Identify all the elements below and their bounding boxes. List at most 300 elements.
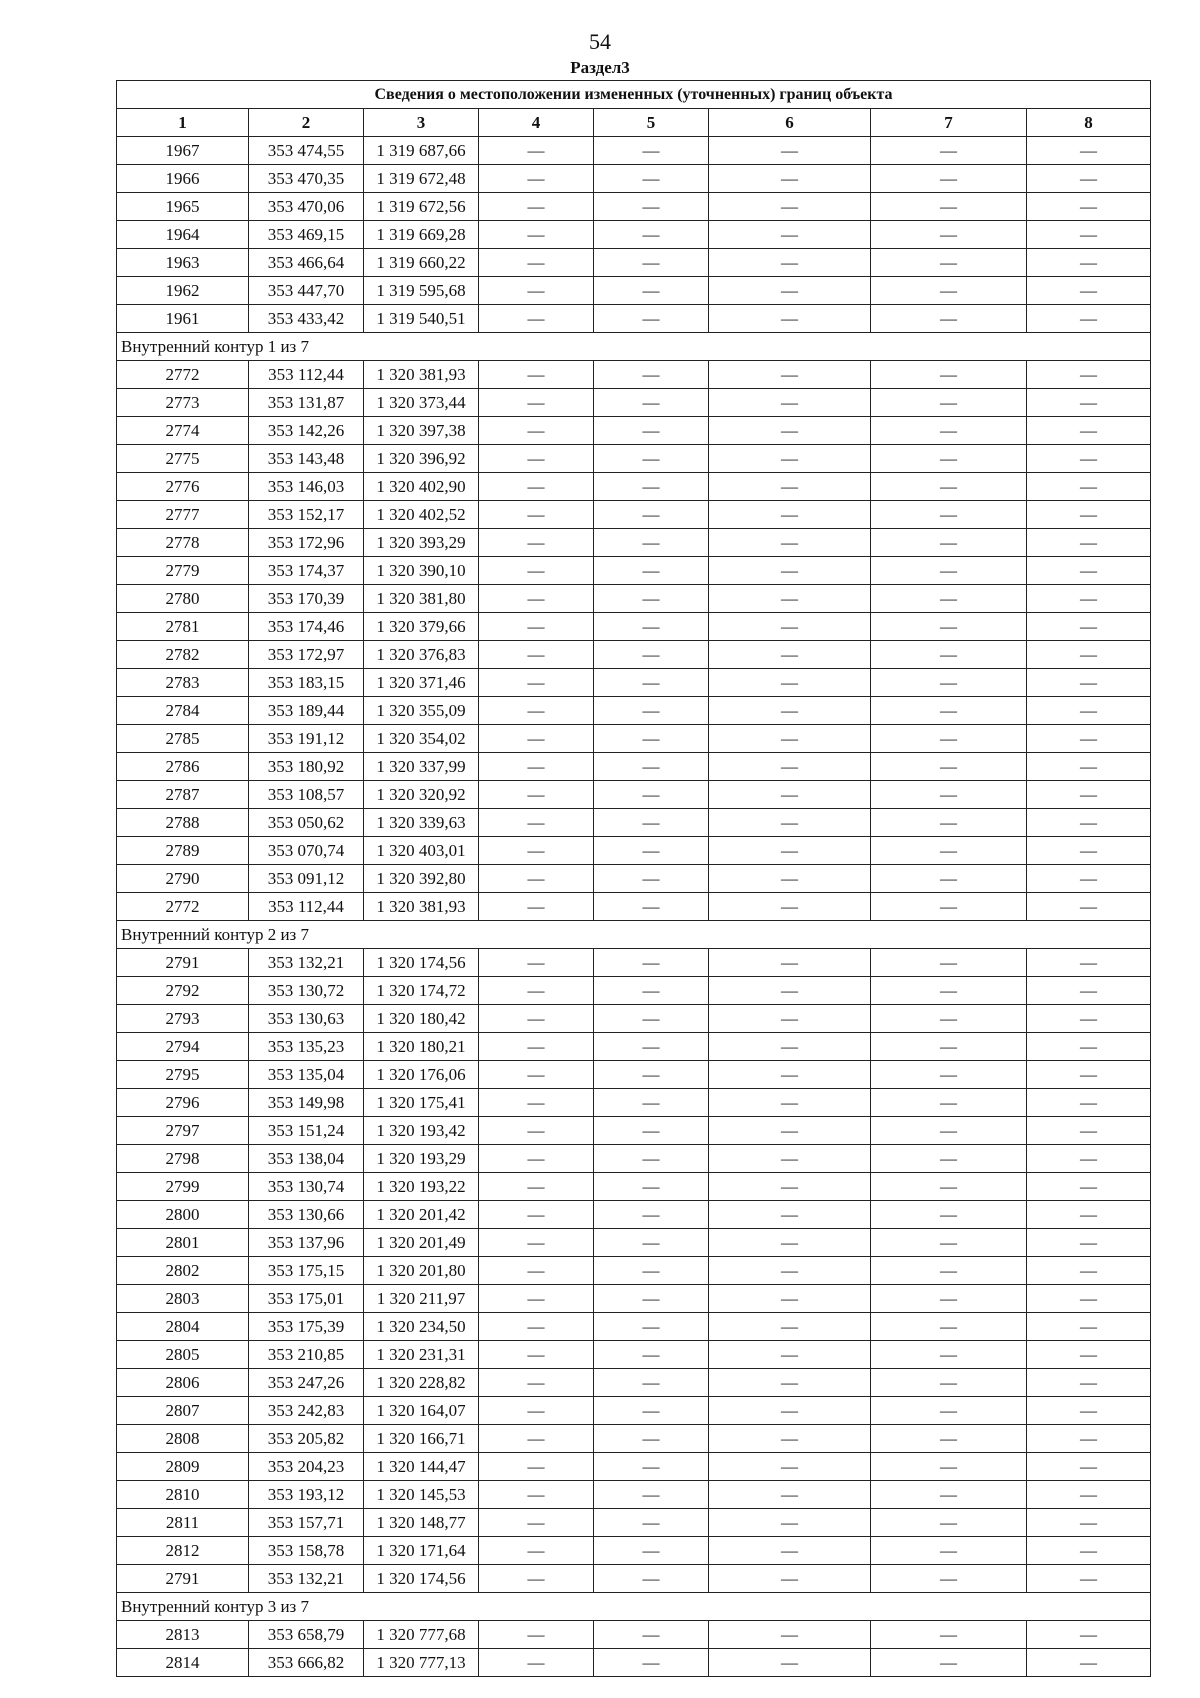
table-row [117, 389, 1151, 417]
x-coordinate: 353 180,92 [249, 753, 364, 781]
point-number: 2779 [117, 557, 249, 585]
empty-value-dash: — [594, 1453, 709, 1481]
x-coordinate: 353 135,04 [249, 1061, 364, 1089]
empty-value-dash: — [709, 529, 871, 557]
point-number: 2781 [117, 613, 249, 641]
x-coordinate: 353 433,42 [249, 305, 364, 333]
x-coordinate: 353 132,21 [249, 1565, 364, 1593]
empty-value-dash: — [709, 753, 871, 781]
empty-value-dash: — [594, 1341, 709, 1369]
empty-value-dash: — [594, 1397, 709, 1425]
empty-value-dash: — [594, 277, 709, 305]
empty-value-dash: — [709, 949, 871, 977]
y-coordinate: 1 320 193,42 [364, 1117, 479, 1145]
y-coordinate: 1 320 174,56 [364, 949, 479, 977]
x-coordinate: 353 466,64 [249, 249, 364, 277]
x-coordinate: 353 070,74 [249, 837, 364, 865]
y-coordinate: 1 320 376,83 [364, 641, 479, 669]
y-coordinate: 1 320 176,06 [364, 1061, 479, 1089]
point-number: 1963 [117, 249, 249, 277]
empty-value-dash: — [709, 781, 871, 809]
empty-value-dash: — [594, 613, 709, 641]
empty-value-dash: — [871, 501, 1027, 529]
empty-value-dash: — [709, 1425, 871, 1453]
empty-value-dash: — [1027, 1089, 1151, 1117]
empty-value-dash: — [871, 361, 1027, 389]
empty-value-dash: — [479, 1061, 594, 1089]
empty-value-dash: — [1027, 1257, 1151, 1285]
empty-value-dash: — [479, 529, 594, 557]
y-coordinate: 1 320 337,99 [364, 753, 479, 781]
empty-value-dash: — [871, 1341, 1027, 1369]
empty-value-dash: — [709, 1005, 871, 1033]
empty-value-dash: — [1027, 1145, 1151, 1173]
x-coordinate: 353 172,96 [249, 529, 364, 557]
x-coordinate: 353 174,46 [249, 613, 364, 641]
empty-value-dash: — [709, 361, 871, 389]
empty-value-dash: — [479, 1341, 594, 1369]
empty-value-dash: — [871, 753, 1027, 781]
empty-value-dash: — [709, 473, 871, 501]
empty-value-dash: — [1027, 669, 1151, 697]
point-number: 2798 [117, 1145, 249, 1173]
empty-value-dash: — [709, 445, 871, 473]
x-coordinate: 353 170,39 [249, 585, 364, 613]
empty-value-dash: — [594, 1425, 709, 1453]
empty-value-dash: — [594, 389, 709, 417]
x-coordinate: 353 112,44 [249, 893, 364, 921]
empty-value-dash: — [479, 1145, 594, 1173]
empty-value-dash: — [1027, 1061, 1151, 1089]
point-number: 2792 [117, 977, 249, 1005]
table-row [117, 753, 1151, 781]
table-row [117, 641, 1151, 669]
table-row [117, 1117, 1151, 1145]
empty-value-dash: — [479, 781, 594, 809]
empty-value-dash: — [594, 1005, 709, 1033]
point-number: 2801 [117, 1229, 249, 1257]
empty-value-dash: — [1027, 249, 1151, 277]
empty-value-dash: — [709, 1369, 871, 1397]
empty-value-dash: — [1027, 557, 1151, 585]
table-row [117, 865, 1151, 893]
x-coordinate: 353 151,24 [249, 1117, 364, 1145]
empty-value-dash: — [479, 501, 594, 529]
x-coordinate: 353 204,23 [249, 1453, 364, 1481]
x-coordinate: 353 143,48 [249, 445, 364, 473]
empty-value-dash: — [479, 977, 594, 1005]
y-coordinate: 1 320 393,29 [364, 529, 479, 557]
empty-value-dash: — [871, 445, 1027, 473]
empty-value-dash: — [709, 977, 871, 1005]
empty-value-dash: — [709, 1033, 871, 1061]
empty-value-dash: — [871, 781, 1027, 809]
empty-value-dash: — [1027, 1621, 1151, 1649]
boundary-coordinates-table [116, 80, 1151, 1677]
empty-value-dash: — [709, 305, 871, 333]
empty-value-dash: — [709, 585, 871, 613]
empty-value-dash: — [1027, 221, 1151, 249]
point-number: 1965 [117, 193, 249, 221]
empty-value-dash: — [871, 193, 1027, 221]
y-coordinate: 1 320 402,90 [364, 473, 479, 501]
empty-value-dash: — [871, 1117, 1027, 1145]
empty-value-dash: — [594, 1033, 709, 1061]
x-coordinate: 353 183,15 [249, 669, 364, 697]
empty-value-dash: — [1027, 1537, 1151, 1565]
y-coordinate: 1 320 777,68 [364, 1621, 479, 1649]
empty-value-dash: — [871, 1621, 1027, 1649]
table-row [117, 1481, 1151, 1509]
empty-value-dash: — [479, 753, 594, 781]
empty-value-dash: — [871, 1313, 1027, 1341]
x-coordinate: 353 658,79 [249, 1621, 364, 1649]
point-number: 2803 [117, 1285, 249, 1313]
empty-value-dash: — [594, 669, 709, 697]
empty-value-dash: — [479, 277, 594, 305]
x-coordinate: 353 132,21 [249, 949, 364, 977]
empty-value-dash: — [1027, 865, 1151, 893]
point-number: 2786 [117, 753, 249, 781]
empty-value-dash: — [479, 1369, 594, 1397]
y-coordinate: 1 320 777,13 [364, 1649, 479, 1677]
empty-value-dash: — [594, 837, 709, 865]
empty-value-dash: — [594, 865, 709, 893]
column-number-row [117, 109, 1151, 137]
point-number: 2774 [117, 417, 249, 445]
point-number: 1967 [117, 137, 249, 165]
y-coordinate: 1 320 166,71 [364, 1425, 479, 1453]
empty-value-dash: — [1027, 613, 1151, 641]
point-number: 2790 [117, 865, 249, 893]
x-coordinate: 353 174,37 [249, 557, 364, 585]
x-coordinate: 353 137,96 [249, 1229, 364, 1257]
table-row [117, 1201, 1151, 1229]
x-coordinate: 353 130,72 [249, 977, 364, 1005]
empty-value-dash: — [479, 1285, 594, 1313]
contour-header-row [117, 1593, 1151, 1621]
x-coordinate: 353 130,74 [249, 1173, 364, 1201]
x-coordinate: 353 091,12 [249, 865, 364, 893]
empty-value-dash: — [594, 417, 709, 445]
y-coordinate: 1 320 201,49 [364, 1229, 479, 1257]
empty-value-dash: — [871, 249, 1027, 277]
empty-value-dash: — [709, 501, 871, 529]
y-coordinate: 1 320 390,10 [364, 557, 479, 585]
empty-value-dash: — [871, 529, 1027, 557]
empty-value-dash: — [479, 361, 594, 389]
x-coordinate: 353 474,55 [249, 137, 364, 165]
y-coordinate: 1 320 379,66 [364, 613, 479, 641]
empty-value-dash: — [1027, 1117, 1151, 1145]
empty-value-dash: — [709, 669, 871, 697]
point-number: 1966 [117, 165, 249, 193]
empty-value-dash: — [594, 1257, 709, 1285]
empty-value-dash: — [479, 949, 594, 977]
empty-value-dash: — [871, 137, 1027, 165]
point-number: 2810 [117, 1481, 249, 1509]
empty-value-dash: — [1027, 585, 1151, 613]
empty-value-dash: — [709, 1229, 871, 1257]
point-number: 2796 [117, 1089, 249, 1117]
empty-value-dash: — [871, 221, 1027, 249]
x-coordinate: 353 447,70 [249, 277, 364, 305]
empty-value-dash: — [709, 1285, 871, 1313]
empty-value-dash: — [1027, 389, 1151, 417]
table-row [117, 837, 1151, 865]
table-row [117, 1397, 1151, 1425]
empty-value-dash: — [871, 1565, 1027, 1593]
empty-value-dash: — [594, 501, 709, 529]
column-number: 4 [479, 109, 594, 137]
y-coordinate: 1 319 660,22 [364, 249, 479, 277]
empty-value-dash: — [709, 1201, 871, 1229]
table-row [117, 1033, 1151, 1061]
empty-value-dash: — [479, 1089, 594, 1117]
y-coordinate: 1 320 148,77 [364, 1509, 479, 1537]
table-row [117, 781, 1151, 809]
empty-value-dash: — [594, 1621, 709, 1649]
empty-value-dash: — [479, 669, 594, 697]
point-number: 2795 [117, 1061, 249, 1089]
empty-value-dash: — [1027, 977, 1151, 1005]
y-coordinate: 1 320 164,07 [364, 1397, 479, 1425]
table-row [117, 557, 1151, 585]
empty-value-dash: — [709, 1649, 871, 1677]
empty-value-dash: — [709, 893, 871, 921]
empty-value-dash: — [1027, 1313, 1151, 1341]
empty-value-dash: — [479, 641, 594, 669]
y-coordinate: 1 320 403,01 [364, 837, 479, 865]
empty-value-dash: — [871, 669, 1027, 697]
empty-value-dash: — [594, 893, 709, 921]
empty-value-dash: — [1027, 753, 1151, 781]
x-coordinate: 353 146,03 [249, 473, 364, 501]
empty-value-dash: — [709, 697, 871, 725]
empty-value-dash: — [479, 417, 594, 445]
y-coordinate: 1 320 144,47 [364, 1453, 479, 1481]
point-number: 2811 [117, 1509, 249, 1537]
empty-value-dash: — [594, 1537, 709, 1565]
y-coordinate: 1 320 180,42 [364, 1005, 479, 1033]
table-body [117, 137, 1151, 1677]
table-row [117, 1229, 1151, 1257]
table-row [117, 1145, 1151, 1173]
y-coordinate: 1 320 145,53 [364, 1481, 479, 1509]
table-row [117, 1369, 1151, 1397]
x-coordinate: 353 050,62 [249, 809, 364, 837]
empty-value-dash: — [1027, 1341, 1151, 1369]
empty-value-dash: — [479, 613, 594, 641]
point-number: 2802 [117, 1257, 249, 1285]
empty-value-dash: — [871, 1509, 1027, 1537]
page-number: 54 [589, 29, 611, 54]
table-row [117, 1173, 1151, 1201]
empty-value-dash: — [871, 1397, 1027, 1425]
point-number: 2809 [117, 1453, 249, 1481]
empty-value-dash: — [479, 1565, 594, 1593]
empty-value-dash: — [594, 473, 709, 501]
y-coordinate: 1 319 669,28 [364, 221, 479, 249]
point-number: 2777 [117, 501, 249, 529]
x-coordinate: 353 149,98 [249, 1089, 364, 1117]
empty-value-dash: — [709, 277, 871, 305]
empty-value-dash: — [709, 1145, 871, 1173]
empty-value-dash: — [594, 697, 709, 725]
table-row [117, 1537, 1151, 1565]
x-coordinate: 353 191,12 [249, 725, 364, 753]
empty-value-dash: — [479, 1033, 594, 1061]
column-number: 8 [1027, 109, 1151, 137]
empty-value-dash: — [1027, 1453, 1151, 1481]
table-row [117, 1061, 1151, 1089]
table-row [117, 277, 1151, 305]
x-coordinate: 353 142,26 [249, 417, 364, 445]
empty-value-dash: — [871, 1033, 1027, 1061]
empty-value-dash: — [871, 1005, 1027, 1033]
table-row [117, 193, 1151, 221]
empty-value-dash: — [709, 613, 871, 641]
empty-value-dash: — [479, 305, 594, 333]
empty-value-dash: — [871, 641, 1027, 669]
point-number: 2784 [117, 697, 249, 725]
table-row [117, 1565, 1151, 1593]
y-coordinate: 1 320 320,92 [364, 781, 479, 809]
table-row [117, 949, 1151, 977]
empty-value-dash: — [1027, 1425, 1151, 1453]
empty-value-dash: — [594, 1089, 709, 1117]
empty-value-dash: — [1027, 305, 1151, 333]
empty-value-dash: — [1027, 1649, 1151, 1677]
empty-value-dash: — [594, 529, 709, 557]
x-coordinate: 353 189,44 [249, 697, 364, 725]
column-number: 6 [709, 109, 871, 137]
empty-value-dash: — [709, 417, 871, 445]
x-coordinate: 353 130,63 [249, 1005, 364, 1033]
empty-value-dash: — [594, 249, 709, 277]
empty-value-dash: — [709, 865, 871, 893]
empty-value-dash: — [1027, 781, 1151, 809]
empty-value-dash: — [709, 165, 871, 193]
y-coordinate: 1 320 381,93 [364, 893, 479, 921]
empty-value-dash: — [871, 1425, 1027, 1453]
point-number: 2814 [117, 1649, 249, 1677]
empty-value-dash: — [1027, 725, 1151, 753]
empty-value-dash: — [594, 1117, 709, 1145]
y-coordinate: 1 320 392,80 [364, 865, 479, 893]
point-number: 2812 [117, 1537, 249, 1565]
point-number: 2800 [117, 1201, 249, 1229]
empty-value-dash: — [1027, 809, 1151, 837]
empty-value-dash: — [709, 1621, 871, 1649]
empty-value-dash: — [594, 1145, 709, 1173]
y-coordinate: 1 320 355,09 [364, 697, 479, 725]
empty-value-dash: — [594, 1201, 709, 1229]
point-number: 2804 [117, 1313, 249, 1341]
empty-value-dash: — [1027, 1369, 1151, 1397]
empty-value-dash: — [871, 473, 1027, 501]
x-coordinate: 353 470,35 [249, 165, 364, 193]
x-coordinate: 353 247,26 [249, 1369, 364, 1397]
empty-value-dash: — [1027, 361, 1151, 389]
x-coordinate: 353 135,23 [249, 1033, 364, 1061]
empty-value-dash: — [594, 781, 709, 809]
y-coordinate: 1 320 234,50 [364, 1313, 479, 1341]
table-row [117, 361, 1151, 389]
empty-value-dash: — [871, 809, 1027, 837]
empty-value-dash: — [1027, 417, 1151, 445]
empty-value-dash: — [871, 725, 1027, 753]
x-coordinate: 353 152,17 [249, 501, 364, 529]
y-coordinate: 1 320 381,80 [364, 585, 479, 613]
table-row [117, 809, 1151, 837]
empty-value-dash: — [709, 1173, 871, 1201]
point-number: 2772 [117, 361, 249, 389]
y-coordinate: 1 320 171,64 [364, 1537, 479, 1565]
empty-value-dash: — [871, 1201, 1027, 1229]
empty-value-dash: — [871, 949, 1027, 977]
empty-value-dash: — [709, 1565, 871, 1593]
empty-value-dash: — [479, 137, 594, 165]
x-coordinate: 353 158,78 [249, 1537, 364, 1565]
point-number: 2806 [117, 1369, 249, 1397]
empty-value-dash: — [479, 445, 594, 473]
empty-value-dash: — [479, 1229, 594, 1257]
column-number: 1 [117, 109, 249, 137]
x-coordinate: 353 469,15 [249, 221, 364, 249]
empty-value-dash: — [594, 137, 709, 165]
table-row [117, 417, 1151, 445]
empty-value-dash: — [871, 557, 1027, 585]
empty-value-dash: — [709, 837, 871, 865]
empty-value-dash: — [479, 837, 594, 865]
empty-value-dash: — [871, 1173, 1027, 1201]
empty-value-dash: — [709, 1061, 871, 1089]
contour-header-row [117, 333, 1151, 361]
empty-value-dash: — [1027, 529, 1151, 557]
y-coordinate: 1 320 228,82 [364, 1369, 479, 1397]
point-number: 2788 [117, 809, 249, 837]
empty-value-dash: — [479, 473, 594, 501]
contour-label: Внутренний контур 2 из 7 [117, 921, 1151, 949]
point-number: 2794 [117, 1033, 249, 1061]
empty-value-dash: — [709, 1537, 871, 1565]
empty-value-dash: — [479, 585, 594, 613]
empty-value-dash: — [1027, 837, 1151, 865]
empty-value-dash: — [594, 1481, 709, 1509]
empty-value-dash: — [1027, 1005, 1151, 1033]
empty-value-dash: — [1027, 277, 1151, 305]
empty-value-dash: — [1027, 641, 1151, 669]
point-number: 1962 [117, 277, 249, 305]
x-coordinate: 353 112,44 [249, 361, 364, 389]
y-coordinate: 1 319 687,66 [364, 137, 479, 165]
point-number: 2791 [117, 1565, 249, 1593]
empty-value-dash: — [594, 1229, 709, 1257]
empty-value-dash: — [871, 977, 1027, 1005]
empty-value-dash: — [594, 1509, 709, 1537]
empty-value-dash: — [479, 725, 594, 753]
empty-value-dash: — [594, 585, 709, 613]
point-number: 2808 [117, 1425, 249, 1453]
empty-value-dash: — [1027, 1173, 1151, 1201]
empty-value-dash: — [479, 1621, 594, 1649]
table-row [117, 977, 1151, 1005]
table-row [117, 585, 1151, 613]
empty-value-dash: — [1027, 445, 1151, 473]
x-coordinate: 353 205,82 [249, 1425, 364, 1453]
y-coordinate: 1 320 193,29 [364, 1145, 479, 1173]
